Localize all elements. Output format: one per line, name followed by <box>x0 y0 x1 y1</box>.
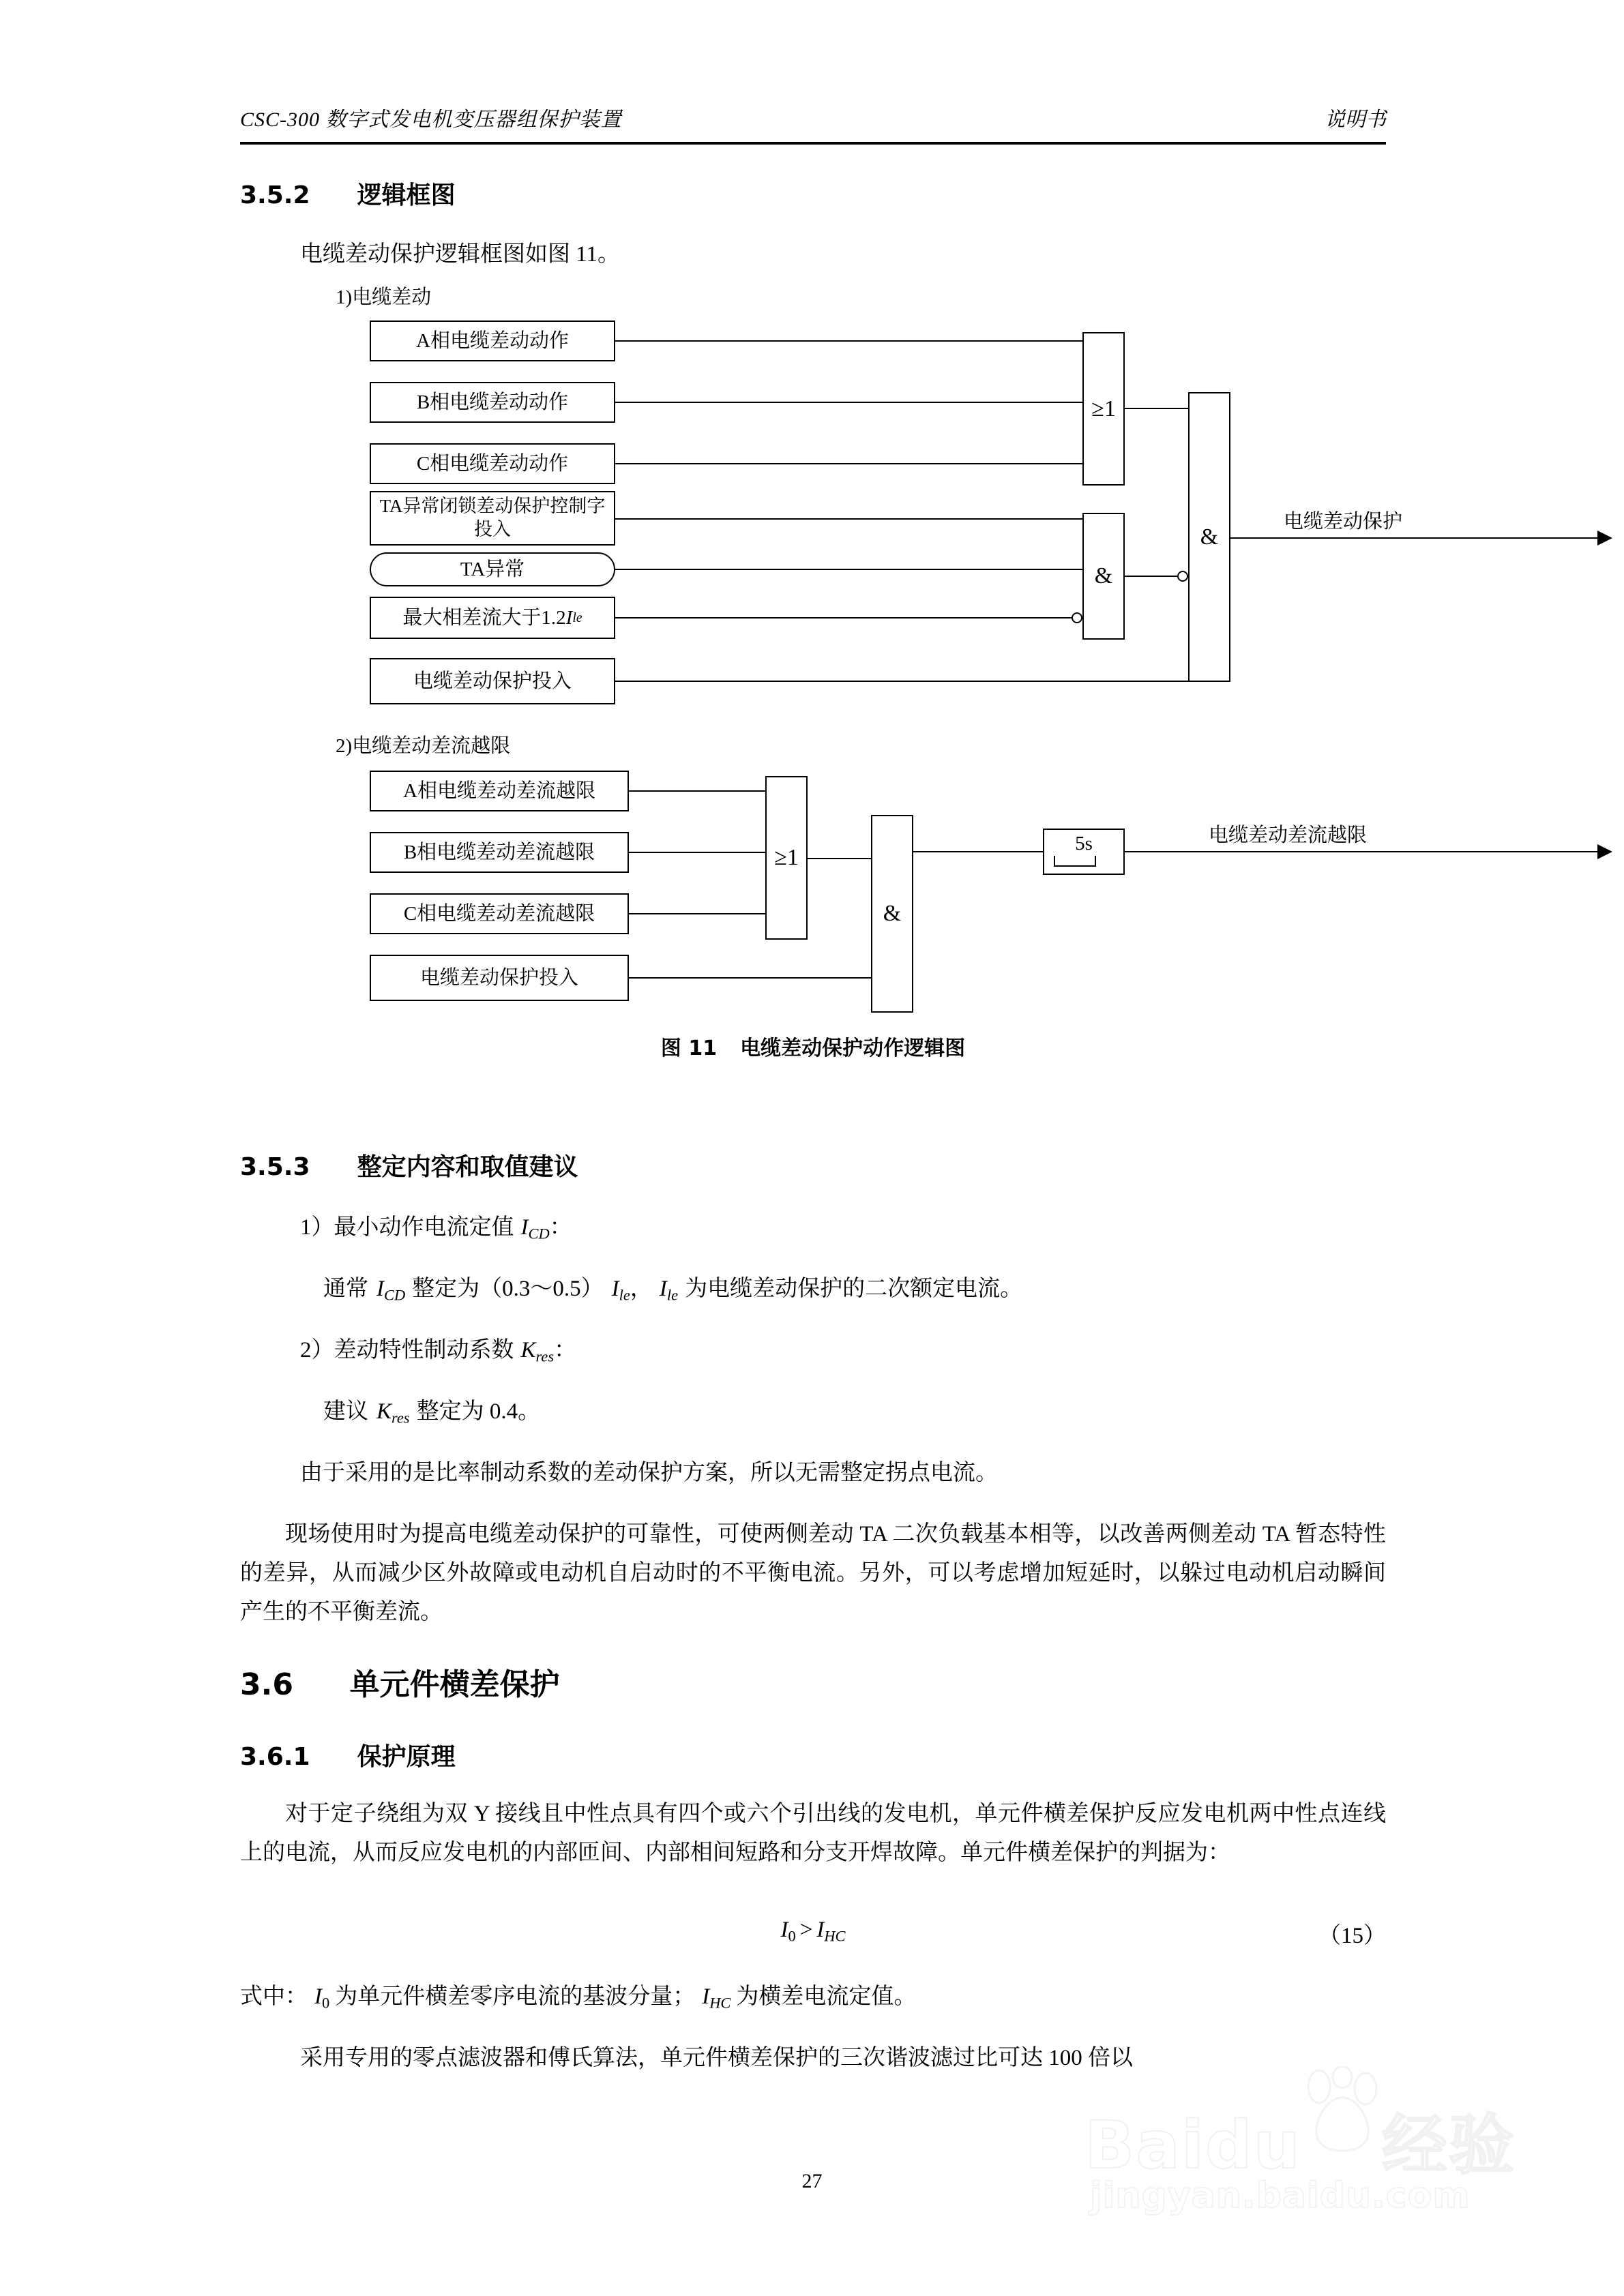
inversion-bubble-max-diff <box>1072 612 1082 623</box>
heading-3-5-3 <box>240 1148 578 1182</box>
input-box-cable-diff-protection-enable-2: 电缆差动保护投入 <box>370 955 629 1001</box>
output-label-diff-current-over: 电缆差动差流越限 <box>1209 824 1368 846</box>
wire-ta-abnormal-to-and <box>615 569 1084 570</box>
formula-15-i0: I <box>780 1918 788 1942</box>
input-box-max-phase-diff-current-var: I <box>565 606 573 629</box>
paragraph-ile-symbol-1-sub: le <box>619 1286 630 1304</box>
wire-inner-and-to-main-and <box>1125 576 1178 577</box>
paragraph-ile-symbol-1: I <box>611 1277 619 1301</box>
formula-15-operator: > <box>799 1918 813 1942</box>
input-box-max-phase-diff-current <box>370 597 615 639</box>
where-clause-b: 为单元件横差零序电流的基波分量； <box>335 1984 696 2009</box>
header-title-right: 说明书 <box>1325 108 1386 131</box>
formula-15-expression <box>240 1918 1386 1945</box>
wire-b-to-or <box>615 402 1084 403</box>
list-item-1-symbol: I <box>520 1215 529 1240</box>
paragraph-field-usage: 现场使用时为提高电缆差动保护的可靠性，可使两侧差动 TA 二次负载基本相等，以改善两侧差动 TA 暂态特性的差异，从而减少区外故障或电动机自启动时的不平衡电流。另外，可以考虑增加短延时，以躲过电动机启动瞬间产生的不平衡差流。 <box>240 1522 1386 1624</box>
and-gate-group1-inner: & <box>1082 513 1125 640</box>
paragraph-intro-352: 电缆差动保护逻辑框图如图 11。 <box>300 242 621 267</box>
baidu-paw-icon <box>1301 2066 1383 2155</box>
diagram-group1-label: 1)电缆差动 <box>336 286 432 308</box>
inversion-bubble-inner-and <box>1177 571 1188 582</box>
and-gate-group2: & <box>871 815 913 1013</box>
output-label-cable-diff-protection: 电缆差动保护 <box>1284 511 1403 533</box>
paragraph-icd-setting <box>323 1270 1022 1314</box>
arrowhead-group2-output <box>1597 844 1612 859</box>
list-item-2-symbol-sub: res <box>535 1347 555 1365</box>
paragraph-kres-a: 建议 <box>323 1399 368 1424</box>
or-gate-group2: ≥1 <box>765 776 808 940</box>
where-clause-a: 式中： <box>240 1984 308 2009</box>
wire-ta-word-to-and <box>615 518 1084 520</box>
paragraph-kres-symbol-sub: res <box>392 1409 410 1427</box>
list-item-1-symbol-sub: CD <box>528 1225 550 1242</box>
paragraph-where-clause <box>240 1978 916 2022</box>
wire-a-over-to-or2 <box>629 790 767 792</box>
list-item-2-colon: ： <box>554 1338 577 1362</box>
watermark-url: jingyan.baidu.com <box>1090 2175 1471 2216</box>
heading-3-5-3-title: 整定内容和取值建议 <box>357 1153 578 1181</box>
list-item-1-min-operating-current <box>300 1208 572 1253</box>
where-clause-i0-sub: 0 <box>322 1994 330 2012</box>
wire-or-to-main-and <box>1125 408 1190 409</box>
heading-3-5-3-number: 3.5.3 <box>240 1153 310 1181</box>
heading-3-5-2-title: 逻辑框图 <box>357 181 456 209</box>
wire-enable-to-main-and <box>615 681 1190 682</box>
heading-3-5-2-number: 3.5.2 <box>240 181 310 209</box>
wire-main-and-output <box>1230 537 1599 539</box>
arrowhead-group1-output <box>1597 531 1612 546</box>
wire-max-diff-to-and <box>615 617 1072 618</box>
where-clause-c: 为横差电流定值。 <box>736 1984 917 2009</box>
wire-and2-to-timer <box>913 851 1043 852</box>
paragraph-kres-setting <box>323 1392 540 1437</box>
formula-15-ihc-sub: HC <box>824 1927 846 1945</box>
diagram-group2-label: 2)电缆差动差流越限 <box>336 735 511 757</box>
paragraph-ratio-restraint: 由于采用的是比率制动系数的差动保护方案，所以无需整定拐点电流。 <box>300 1461 998 1485</box>
baidu-watermark <box>1084 2073 1562 2237</box>
list-item-2-lead: 2）差动特性制动系数 <box>300 1338 514 1362</box>
formula-15-ihc: I <box>816 1918 825 1942</box>
input-box-ta-abnormal: TA异常 <box>370 552 615 586</box>
paragraph-361-principle: 对于定子绕组为双 Y 接线且中性点具有四个或六个引出线的发电机，单元件横差保护反应发电机两中性点连线上的电流，从而反应发电机的内部匝间、内部相间短路和分支开焊故障。单元件横差保护的判据为： <box>240 1802 1386 1865</box>
input-box-a-phase-cable-diff-action: A相电缆差动动作 <box>370 320 615 361</box>
input-box-c-phase-cable-diff-action: C相电缆差动动作 <box>370 443 615 484</box>
paragraph-icd-b: 整定为（0.3～0.5） <box>412 1277 604 1301</box>
where-clause-ihc-sub: HC <box>709 1994 731 2012</box>
paragraph-icd-symbol-1-sub: CD <box>384 1286 406 1304</box>
heading-3-6-number: 3.6 <box>240 1667 293 1702</box>
input-box-max-phase-diff-current-sub: le <box>572 610 582 625</box>
figure-11-caption-text: 电缆差动保护动作逻辑图 <box>740 1037 966 1060</box>
watermark-brand-cn: 经验 <box>1381 2107 1516 2183</box>
input-box-max-phase-diff-current-text: 最大相差流大于1.2 <box>402 606 566 629</box>
heading-3-6-1-title: 保护原理 <box>357 1743 456 1771</box>
figure-11-caption <box>240 1031 1386 1061</box>
paragraph-icd-a: 通常 <box>323 1277 368 1301</box>
formula-15-number: （15） <box>1318 1924 1386 1948</box>
heading-3-6-1 <box>240 1738 456 1772</box>
timer-block-5s <box>1043 829 1125 875</box>
input-box-cable-diff-protection-enable: 电缆差动保护投入 <box>370 658 615 704</box>
list-item-2-restraint-coefficient <box>300 1331 576 1375</box>
wire-or2-to-and2 <box>808 858 872 859</box>
where-clause-i0: I <box>314 1984 322 2009</box>
figure-11-caption-number: 图 11 <box>660 1037 718 1060</box>
list-item-1-colon: ： <box>549 1215 572 1240</box>
or-gate-group1: ≥1 <box>1082 332 1125 486</box>
and-gate-group1-main: & <box>1188 392 1230 682</box>
page-number: 27 <box>801 2170 823 2192</box>
paragraph-icd-symbol-1: I <box>377 1277 384 1301</box>
paragraph-kres-symbol: K <box>377 1399 392 1424</box>
wire-c-over-to-or2 <box>629 913 767 914</box>
paragraph-harmonic-filter: 采用专用的零点滤波器和傅氏算法，单元件横差保护的三次谐波滤过比可达 100 倍以 <box>300 2046 1133 2070</box>
wire-c-to-or <box>615 463 1084 464</box>
heading-3-6 <box>240 1660 560 1703</box>
input-box-b-phase-diff-current-over: B相电缆差动差流越限 <box>370 832 629 873</box>
watermark-brand: Baidu <box>1084 2107 1301 2183</box>
formula-15-row <box>240 1918 1386 1957</box>
paragraph-icd-d: 为电缆差动保护的二次额定电流。 <box>685 1277 1023 1301</box>
wire-a-to-or <box>615 340 1084 342</box>
header-title-left: CSC-300 数字式发电机变压器组保护装置 <box>240 108 622 131</box>
timer-label-5s: 5s <box>1075 833 1093 854</box>
figure-11-logic-diagram <box>240 286 1403 1023</box>
timer-step-icon <box>1054 856 1096 867</box>
formula-15-i0-sub: 0 <box>788 1927 796 1945</box>
wire-enable2-to-and2 <box>629 977 872 979</box>
input-box-b-phase-cable-diff-action: B相电缆差动动作 <box>370 382 615 423</box>
list-item-1-lead: 1）最小动作电流定值 <box>300 1215 514 1240</box>
list-item-2-symbol: K <box>520 1338 536 1362</box>
heading-3-5-2 <box>240 176 456 211</box>
paragraph-kres-b: 整定为 0.4。 <box>416 1399 541 1424</box>
input-box-a-phase-diff-current-over: A相电缆差动差流越限 <box>370 771 629 811</box>
where-clause-ihc: I <box>702 1984 710 2009</box>
paragraph-ile-symbol-2-sub: le <box>666 1286 679 1304</box>
paragraph-icd-c: ， <box>630 1277 653 1301</box>
wire-timer-output <box>1125 851 1599 852</box>
input-box-ta-abnormal-blocking-word: TA异常闭锁差动保护控制字投入 <box>370 491 615 546</box>
input-box-c-phase-diff-current-over: C相电缆差动差流越限 <box>370 893 629 934</box>
wire-b-over-to-or2 <box>629 852 767 853</box>
heading-3-6-title: 单元件横差保护 <box>349 1667 560 1702</box>
header-divider <box>240 142 1386 145</box>
heading-3-6-1-number: 3.6.1 <box>240 1743 310 1771</box>
paragraph-ile-symbol-2: I <box>659 1277 667 1301</box>
